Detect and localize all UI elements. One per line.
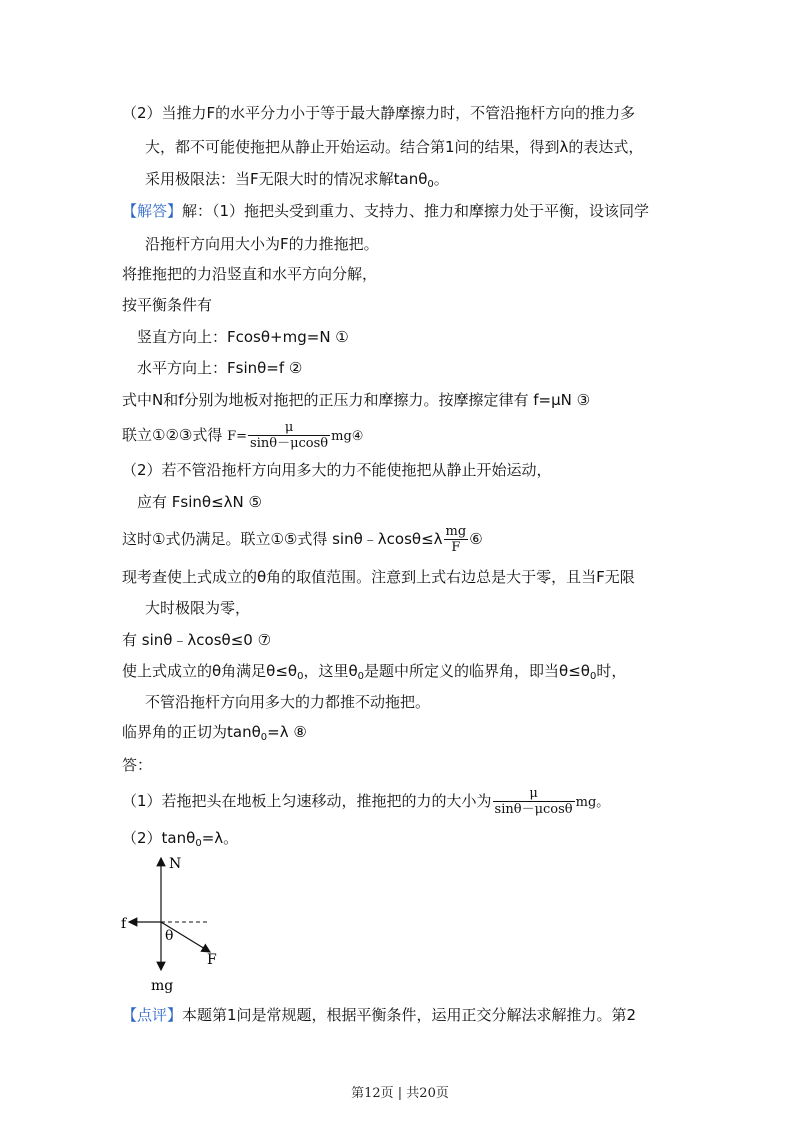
answer-2: （2）tanθ$_0$=λ。 bbox=[122, 829, 239, 849]
equation-3-line: 式中N和f分别为地板对拖把的正压力和摩擦力。按摩擦定律有 f=μN ③ bbox=[122, 391, 591, 409]
equation-8: 临界角的正切为tanθ$_0$=λ ⑧ bbox=[122, 723, 307, 743]
part2-line-5: 大时极限为零， bbox=[145, 599, 251, 617]
part2-line-7: 使上式成立的θ角满足$\theta\le\theta_0$，这里$\theta_0$是题中所定义的临界角，即当$\theta\le\theta_0$时， bbox=[122, 662, 627, 682]
equation-6-line: 这时①式仍满足。联立①⑤式得 sinθ﹣λcosθ≤λ $\frac{mg}{F}$ ⑥ bbox=[122, 524, 483, 555]
answer-label: 答： bbox=[122, 756, 153, 774]
answer-mu-fraction: $\frac{\mu}{\sin\theta-\mu\cos\theta}$ bbox=[494, 786, 573, 817]
analysis-line-1: （2）当推力F的水平分力小于等于最大静摩擦力时，不管沿拖杆方向的推力多 bbox=[122, 104, 636, 122]
part2-line-8: 不管沿拖杆方向用多大的力都推不动拖把。 bbox=[145, 693, 431, 711]
equation-5: 应有 Fsinθ≤λN ⑤ bbox=[137, 493, 262, 511]
equation-2: 水平方向上：Fsinθ=f ② bbox=[137, 359, 303, 377]
jieda-tag: 【解答】 bbox=[122, 202, 183, 220]
page-footer: 第12页 | 共20页 bbox=[351, 1086, 449, 1101]
solution-line-4: 按平衡条件有 bbox=[122, 296, 213, 314]
solution-heading-line: 【解答】解：（1）拖把头受到重力、支持力、推力和摩擦力处于平衡，设该同学 bbox=[122, 202, 650, 220]
part2-line-4: 现考查使上式成立的θ角的取值范围。注意到上式右边总是大于零，且当F无限 bbox=[122, 568, 635, 586]
answer-1: （1）若拖把头在地板上匀速移动，推拖把的力的大小为 $\frac{\mu}{\sin\theta-\mu\cos\theta}$ mg。 bbox=[122, 786, 610, 817]
label-mg: mg bbox=[151, 978, 174, 994]
solution-line-2: 沿拖杆方向用大小为F的力推拖把。 bbox=[145, 235, 379, 253]
label-f: f bbox=[121, 916, 127, 932]
label-N: N bbox=[169, 856, 182, 872]
equation-1: 竖直方向上：Fcosθ+mg=N ① bbox=[137, 328, 349, 346]
part2-line-1: （2）若不管沿拖杆方向用多大的力不能使拖把从静止开始运动， bbox=[122, 461, 552, 479]
force-diagram bbox=[115, 852, 235, 1002]
analysis-line-2: 大，都不可能使拖把从静止开始运动。结合第1问的结果，得到λ的表达式， bbox=[145, 138, 644, 156]
label-theta: θ bbox=[165, 928, 174, 944]
equation-4-line: 联立①②③式得 F= $\frac{\mu}{\sin\theta-\mu\cos\theta}$ mg④ bbox=[122, 420, 364, 451]
solution-line-3: 将推拖把的力沿竖直和水平方向分解， bbox=[122, 265, 378, 283]
analysis-line-3: 采用极限法：当F无限大时的情况求解tanθ$_0$。 bbox=[145, 170, 449, 190]
comment-line: 【点评】本题第1问是常规题，根据平衡条件，运用正交分解法求解推力。第2 bbox=[122, 1006, 637, 1024]
equation-7: 有 sinθ﹣λcosθ≤0 ⑦ bbox=[122, 631, 272, 649]
label-F: F bbox=[207, 952, 217, 968]
mu-fraction: $\frac{\mu}{\sin\theta-\mu\cos\theta}$ bbox=[250, 420, 329, 451]
dianping-tag: 【点评】 bbox=[122, 1006, 183, 1024]
mg-over-F-fraction: $\frac{mg}{F}$ bbox=[445, 524, 467, 555]
